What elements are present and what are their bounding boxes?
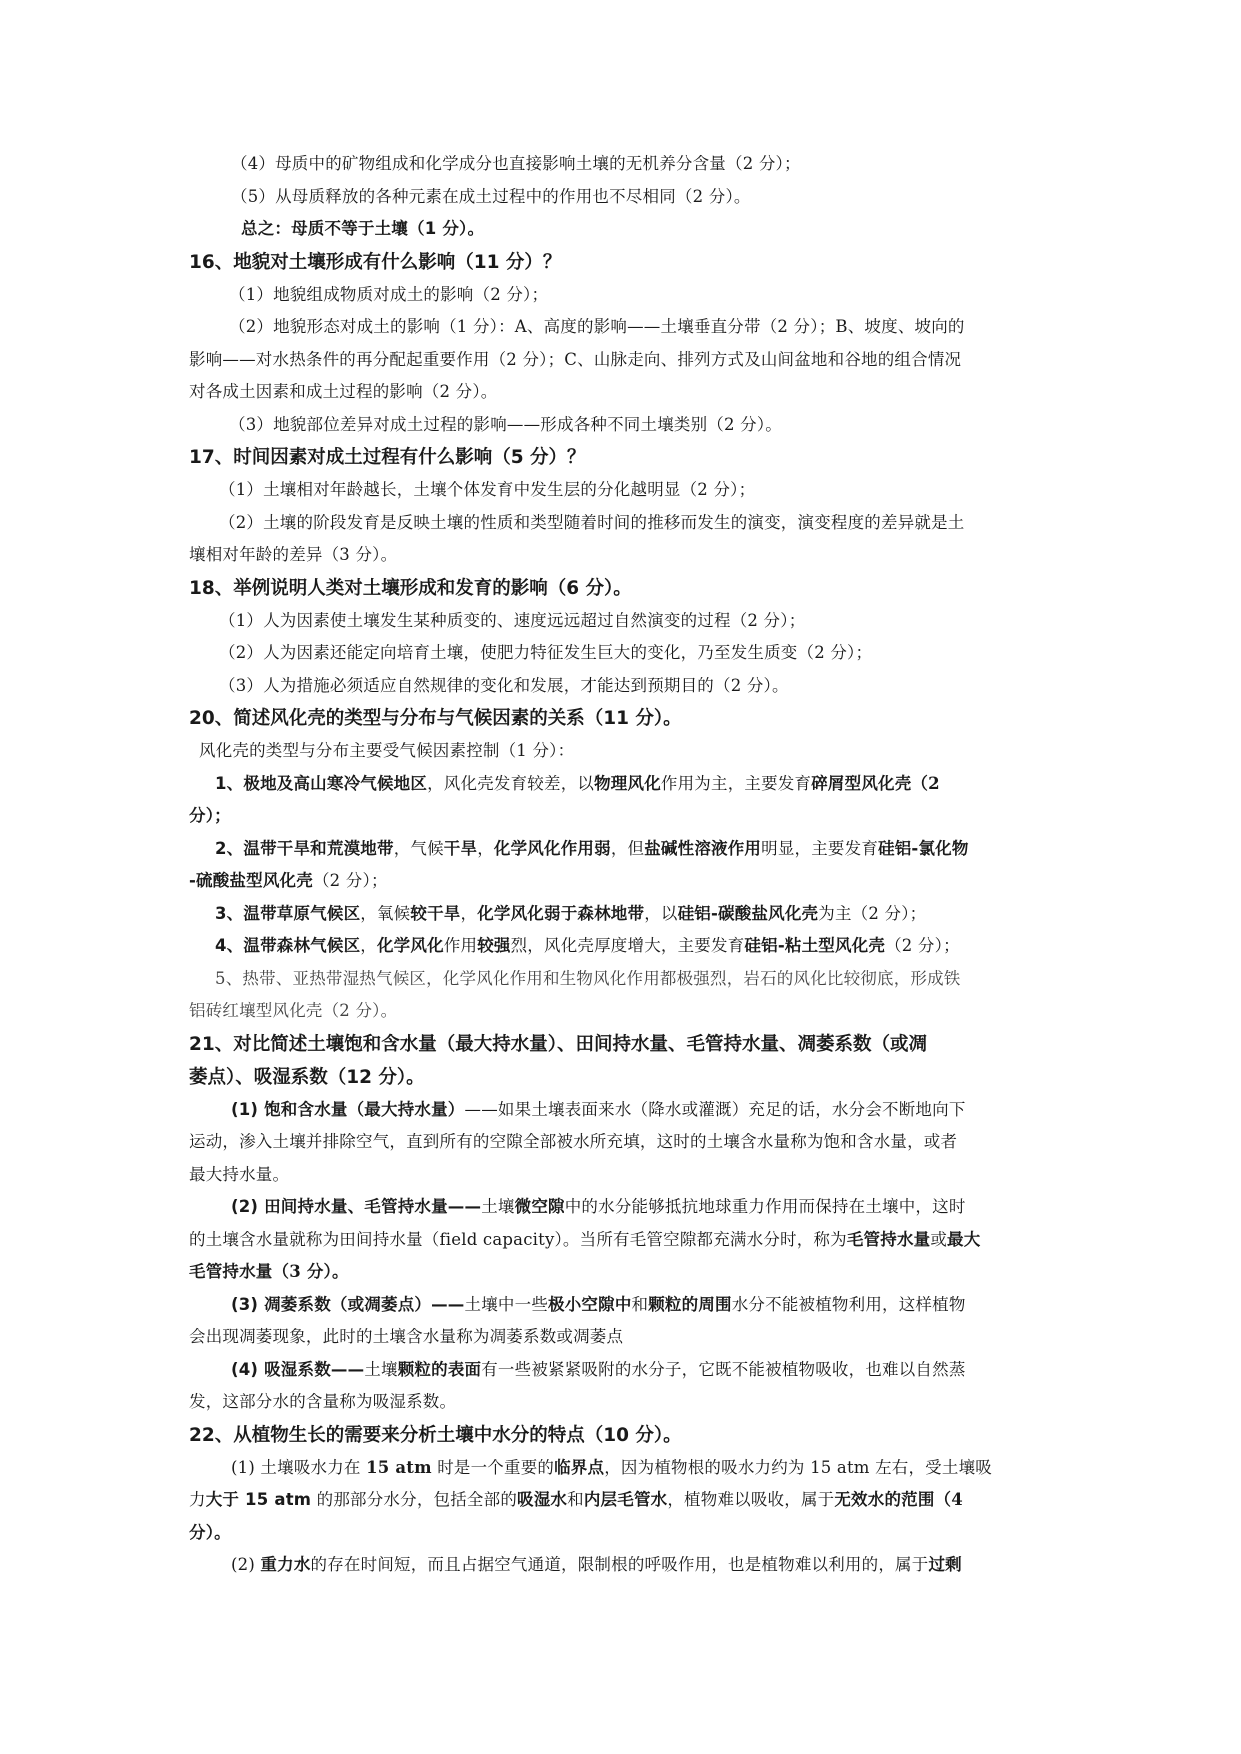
text-line: （2）人为因素还能定向培育土壤，使肥力特征发生巨大的变化，乃至发生质变（2 分）； — [219, 643, 873, 662]
text-line — [189, 1484, 1061, 1517]
text-line: 对各成土因素和成土过程的影响（2 分）。 — [189, 382, 498, 401]
bold-text: 大于 15 atm — [205, 1490, 312, 1509]
text-line: 发，这部分水的含量称为吸湿系数。 — [189, 1392, 457, 1411]
text-line: （3）地貌部位差异对成土过程的影响——形成各种不同土壤类别（2 分）。 — [229, 414, 782, 434]
text-span: 或 — [930, 1229, 948, 1249]
question-heading-16: 16、地貌对土壤形成有什么影响（11 分）？ — [189, 251, 562, 273]
bold-text: (2) 田间持水量、毛管持水量—— — [231, 1197, 482, 1216]
text-line: （2）地貌形态对成土的影响（1 分）：A、高度的影响——土壤垂直分带（2 分）；B、坡度、坡向的 — [229, 317, 965, 336]
text-span: 的土壤含水量就称为田间持水量（field capacity）。当所有毛管空隙都充满水分时，称为 — [189, 1229, 847, 1249]
text-span: 土壤 — [481, 1197, 515, 1216]
text-span: 土壤中一些 — [464, 1294, 549, 1314]
text-span: 和 — [631, 1294, 649, 1314]
text-line — [189, 800, 1061, 833]
bold-text: 颗粒的表面 — [397, 1359, 482, 1379]
text-line: （1）地貌组成物质对成土的影响（2 分）； — [229, 284, 549, 304]
bold-text: 过剩 — [928, 1555, 962, 1574]
text-span: ， — [360, 936, 377, 955]
text-line: （4）母质中的矿物组成和化学成分也直接影响土壤的无机养分含量（2 分）； — [231, 154, 801, 173]
text-span: ，气候 — [393, 838, 444, 858]
question-heading-17: 17、时间因素对成土过程有什么影响（5 分）？ — [189, 447, 586, 468]
text-span: （2 分）； — [312, 871, 388, 890]
bold-text: 硅铝-氯化物 — [878, 838, 969, 858]
text-line: （1）土壤相对年龄越长，土壤个体发育中发生层的分化越明显（2 分）； — [219, 480, 756, 499]
text-line: （2）土壤的阶段发育是反映土壤的性质和类型随着时间的推移而发生的演变，演变程度的差异就是土 — [219, 512, 965, 532]
bold-text: 4、温带森林气候区 — [215, 936, 361, 955]
text-span: 有一些被紧紧吸附的水分子，它既不能被植物吸收，也难以自然蒸 — [481, 1359, 966, 1379]
text-span: ，但 — [610, 838, 645, 858]
bold-text: 重力水 — [260, 1555, 311, 1574]
text-line — [189, 1549, 1061, 1582]
text-span: ， — [460, 903, 478, 923]
text-line — [189, 1452, 1061, 1485]
bold-text: 吸湿水 — [517, 1490, 568, 1509]
text-line: 壤相对年龄的差异（3 分）。 — [189, 545, 398, 564]
question-heading-18: 18、举例说明人类对土壤形成和发育的影响（6 分）。 — [189, 577, 632, 599]
text-span: ，风化壳发育较差，以 — [427, 773, 595, 793]
bold-text: 临界点 — [554, 1457, 605, 1477]
bold-text: 较干旱 — [410, 903, 461, 923]
text-line — [189, 1517, 1061, 1550]
text-span: 土壤 — [364, 1359, 398, 1379]
text-span: 的那部分水分，包括全部的 — [311, 1490, 518, 1509]
bold-text: 毛管持水量 — [846, 1229, 931, 1249]
text-span: 的存在时间短，而且占据空气通道，限制根的呼吸作用，也是植物难以利用的，属于 — [310, 1555, 929, 1574]
text-span: (1) 土壤吸水力在 — [231, 1457, 367, 1477]
bold-text: 极小空隙中 — [548, 1294, 632, 1314]
bold-text: 无效水 — [834, 1490, 885, 1509]
bold-text: 微空隙 — [514, 1197, 565, 1216]
text-line: 会出现凋萎现象，此时的土壤含水量称为凋萎系数或凋萎点 — [189, 1327, 624, 1346]
text-line — [189, 1256, 1061, 1289]
text-span: (2) — [231, 1555, 261, 1574]
text-line: 运动，渗入土壤并排除空气，直到所有的空隙全部被水所充填，这时的土壤含水量称为饱和含水量，或者 — [189, 1132, 958, 1151]
bold-text: -硫酸盐型风化壳 — [189, 871, 313, 890]
text-line — [189, 1191, 1061, 1224]
text-span: 水分不能被植物利用，这样植物 — [731, 1294, 966, 1314]
question-heading-21: 21、对比简述土壤饱和含水量（最大持水量）、田间持水量、毛管持水量、凋萎系数（或凋 — [189, 1033, 927, 1055]
text-line: 最大持水量。 — [189, 1164, 290, 1184]
text-line: 影响——对水热条件的再分配起重要作用（2 分）；C、山脉走向、排列方式及山间盆地和谷地的组合情况 — [189, 349, 962, 369]
bold-text: 化学风化 — [376, 936, 444, 955]
text-line: （3）人为措施必须适应自然规律的变化和发展，才能达到预期目的（2 分）。 — [219, 675, 789, 695]
bold-text: 干旱 — [443, 838, 478, 858]
summary-line: 总之：母质不等于土壤（1 分）。 — [241, 219, 485, 238]
bold-text: 较强 — [477, 936, 511, 955]
document-body — [189, 148, 1061, 1582]
text-span: 力 — [189, 1490, 206, 1509]
bold-text: （3 分）。 — [272, 1262, 349, 1281]
text-line: 铝砖红壤型风化壳（2 分）。 — [189, 1001, 398, 1020]
bold-text: (1) 饱和含水量（最大持水量） — [231, 1099, 465, 1119]
text-span: ，植物难以吸收，属于 — [667, 1490, 835, 1509]
text-span: 为主（2 分）； — [818, 903, 927, 923]
text-line — [189, 768, 1061, 801]
text-span: 时是一个重要的 — [431, 1457, 555, 1477]
bold-text: 化学风化作用弱 — [493, 838, 611, 858]
bold-text: (4) 吸湿系数—— — [231, 1359, 365, 1379]
text-line: （1）人为因素使土壤发生某种质变的、速度远远超过自然演变的过程（2 分）； — [219, 610, 806, 630]
text-span: 烈，风化壳厚度增大，主要发育 — [510, 936, 745, 955]
bold-text: 碎屑型风化壳 — [811, 773, 912, 793]
bold-text: 化学风化弱于森林地带 — [477, 903, 645, 923]
text-span: ，因为植物根的吸水力约为 15 atm 左右，受土壤吸 — [604, 1457, 992, 1477]
text-line: （5）从母质释放的各种元素在成土过程中的作用也不尽相同（2 分）。 — [231, 186, 751, 206]
text-line — [189, 1094, 1061, 1127]
text-line — [189, 1224, 1061, 1257]
text-span: 中的水分能够抵抗地球重力作用而保持在土壤中，这时 — [564, 1197, 966, 1216]
bold-text: 颗粒的周围 — [648, 1294, 732, 1314]
bold-text: 物理风化 — [594, 773, 661, 793]
text-span: 作用为主，主要发育 — [660, 773, 812, 793]
bold-text: 分）。 — [189, 1522, 231, 1542]
question-heading-22: 22、从植物生长的需要来分析土壤中水分的特点（10 分）。 — [189, 1424, 682, 1446]
text-line — [189, 1289, 1061, 1322]
bold-text: 内层毛管水 — [583, 1490, 668, 1509]
bold-text: 2、温带干旱和荒漠地带 — [215, 838, 394, 858]
text-line: 风化壳的类型与分布主要受气候因素控制（1 分）： — [199, 741, 575, 760]
text-span: ，氧候 — [360, 903, 411, 923]
text-line — [189, 930, 1061, 963]
question-heading-20: 20、简述风化壳的类型与分布与气候因素的关系（11 分）。 — [189, 708, 682, 729]
bold-text: 的范围（4 — [884, 1490, 963, 1509]
bold-text: （2 — [911, 773, 940, 793]
bold-text: 3、温带草原气候区 — [215, 903, 361, 923]
text-span: ， — [477, 838, 494, 858]
bold-text: 最大 — [947, 1229, 981, 1249]
text-span: ，以 — [644, 903, 678, 923]
text-span: 和 — [567, 1490, 584, 1509]
text-line — [189, 1354, 1061, 1387]
bold-text: 1、极地及高山寒冷气候地区 — [215, 773, 428, 793]
bold-text: 盐碱性溶液作用 — [644, 838, 762, 858]
text-span: 明显，主要发育 — [761, 838, 879, 858]
bold-text: (3) 凋萎系数（或凋萎点）—— — [231, 1294, 465, 1314]
bold-text: 硅铝-碳酸盐风化壳 — [677, 903, 819, 923]
bold-text: 硅铝-粘土型风化壳 — [744, 936, 886, 955]
bold-text: 分）； — [189, 806, 231, 825]
text-span: ——如果土壤表面来水（降水或灌溉）充足的话，水分会不断地向下 — [464, 1099, 966, 1119]
text-span: 作用 — [443, 936, 478, 955]
text-line — [189, 833, 1061, 866]
bold-text: 毛管持水量 — [189, 1262, 273, 1281]
text-line — [189, 898, 1061, 931]
question-heading-21-cont: 萎点）、吸湿系数（12 分）。 — [189, 1066, 425, 1088]
bold-text: 15 atm — [366, 1457, 432, 1477]
text-line — [189, 865, 1061, 898]
text-span: （2 分）； — [885, 936, 960, 955]
text-line: 5、热带、亚热带湿热气候区，化学风化作用和生物风化作用都极强烈，岩石的风化比较彻底，形成铁 — [215, 968, 961, 988]
